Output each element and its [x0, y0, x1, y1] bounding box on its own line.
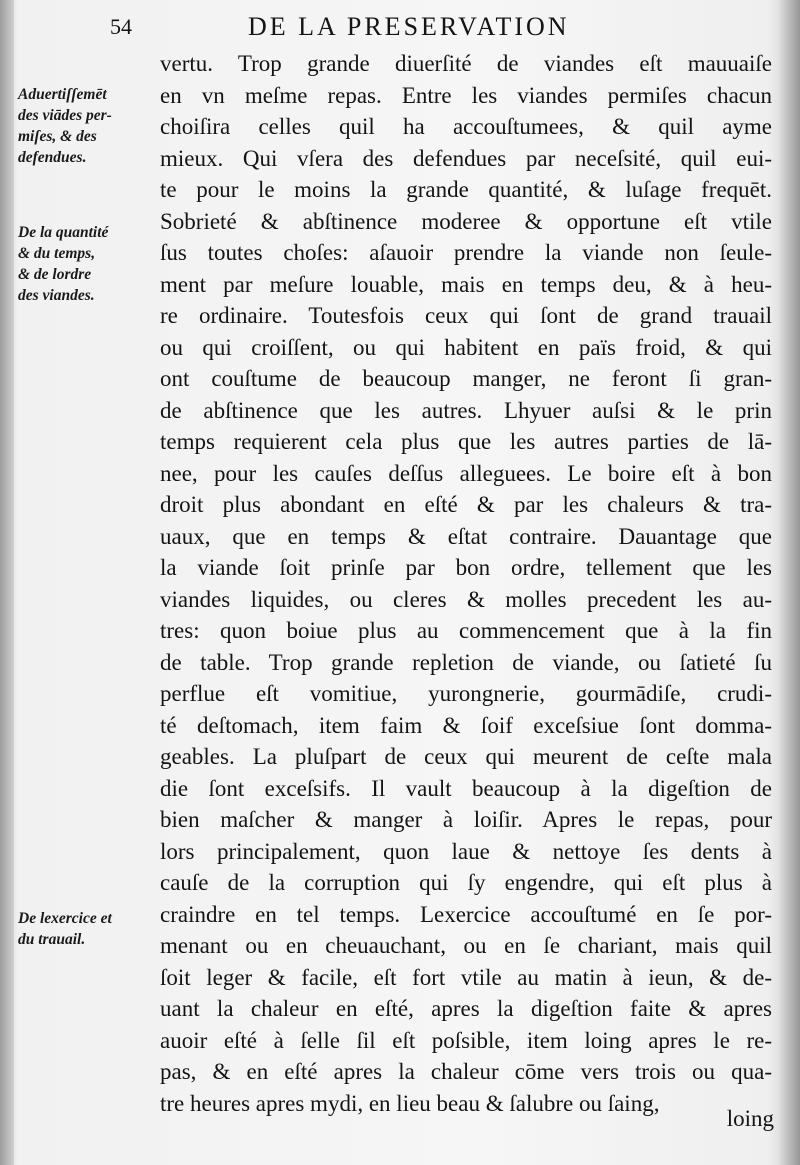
body-text [160, 48, 772, 1119]
marginal-note-line: des viandes. [18, 287, 95, 304]
marginal-note-line: & de lordre [18, 266, 92, 283]
marginal-note-line: miſes, & des [18, 128, 97, 145]
text-line: ſoit leger & facile, eſt fort vtile au matin à ieun, & de- [160, 964, 772, 990]
text-line: auoir eſté à ſelle ſil eſt poſsible, item loing apres le re- [160, 1027, 772, 1053]
text-line: de table. Trop grande repletion de viande, ou ſatieté ſu [160, 649, 772, 675]
text-line: la viande ſoit prinſe par bon ordre, tellement que les [160, 555, 772, 580]
text-line: temps requierent cela plus que les autres parties de lā- [160, 429, 772, 454]
marginal-note-line: des viādes per- [18, 107, 112, 124]
catchword: loing [726, 1106, 774, 1131]
text-line: nee, pour les cauſes deſſus alleguees. Le boire eſt à bon [160, 460, 772, 486]
marginal-note-line: defendues. [18, 149, 87, 166]
marginal-note [18, 908, 158, 950]
text-line: té deſtomach, item faim & ſoif exceſsiue ſont domma- [160, 712, 772, 738]
text-line: lors principalement, quon laue & nettoye ſes dents à [160, 838, 772, 864]
text-line: choiſira celles quil ha accouſtumees, & quil ayme [160, 114, 772, 139]
text-line: bien maſcher & manger à loiſir. Apres le repas, pour [160, 807, 772, 832]
marginal-note-line: De lexercice et [18, 910, 112, 927]
text-line: ont couſtume de beaucoup manger, ne feront ſi gran- [160, 366, 772, 391]
text-line: perflue eſt vomitiue, yurongnerie, gourmādiſe, crudi- [160, 681, 772, 706]
text-line: craindre en tel temps. Lexercice accouſtumé en ſe por- [160, 901, 772, 927]
marginal-note [18, 84, 158, 168]
page-number: 54 [110, 14, 132, 39]
marginal-note-line: De la quantité [18, 224, 109, 241]
text-line: tres: quon boiue plus au commencement que à la fin [160, 618, 772, 643]
page-edge-shadow [778, 0, 800, 1165]
text-line: die ſont exceſsifs. Il vault beaucoup à la digeſtion de [160, 775, 772, 801]
marginal-note-line: & du temps, [18, 245, 96, 262]
text-line: te pour le moins la grande quantité, & luſage frequēt. [160, 177, 772, 202]
text-line: cauſe de la corruption qui ſy engendre, qui eſt plus à [160, 870, 772, 895]
marginal-note-line: du trauail. [18, 931, 86, 948]
text-line: tre heures apres mydi, en lieu beau & ſalubre ou ſaing, [160, 1090, 660, 1116]
text-line: Sobrieté & abſtinence moderee & opportune eſt vtile [160, 208, 772, 234]
text-line: en vn meſme repas. Entre les viandes permiſes chacun [160, 82, 772, 108]
text-line: uaux, que en temps & eſtat contraire. Dauantage que [160, 523, 772, 549]
page-header [110, 8, 770, 44]
text-line: re ordinaire. Toutesfois ceux qui ſont de grand trauail [160, 303, 772, 328]
text-line: pas, & en eſté apres la chaleur cōme vers trois ou qua- [160, 1059, 772, 1084]
text-line: viandes liquides, ou cleres & molles precedent les au- [160, 586, 772, 612]
running-title: DE LA PRESERVATION [248, 12, 570, 41]
text-line: ſus toutes choſes: aſauoir prendre la viande non ſeule- [160, 240, 772, 265]
text-line: geables. La pluſpart de ceux qui meurent de ceſte mala [160, 744, 772, 769]
text-line: ou qui croiſſent, ou qui habitent en païs froid, & qui [160, 334, 772, 360]
marginal-note-line: Aduertiſſemēt [18, 86, 107, 103]
text-line: de abſtinence que les autres. Lhyuer auſsi & le prin [160, 397, 772, 423]
text-line: vertu. Trop grande diuerſité de viandes eſt mauuaiſe [160, 51, 772, 76]
marginal-note [18, 222, 158, 306]
text-line: droit plus abondant en eſté & par les chaleurs & tra- [160, 492, 772, 517]
text-line: mieux. Qui vſera des defendues par neceſsité, quil eui- [160, 145, 772, 171]
text-line: uant la chaleur en eſté, apres la digeſtion faite & apres [160, 996, 772, 1021]
gutter-shadow [0, 0, 14, 1165]
text-line: menant ou en cheuauchant, ou en ſe chariant, mais quil [160, 933, 772, 958]
text-line: ment par meſure louable, mais en temps deu, & à heu- [160, 271, 772, 297]
